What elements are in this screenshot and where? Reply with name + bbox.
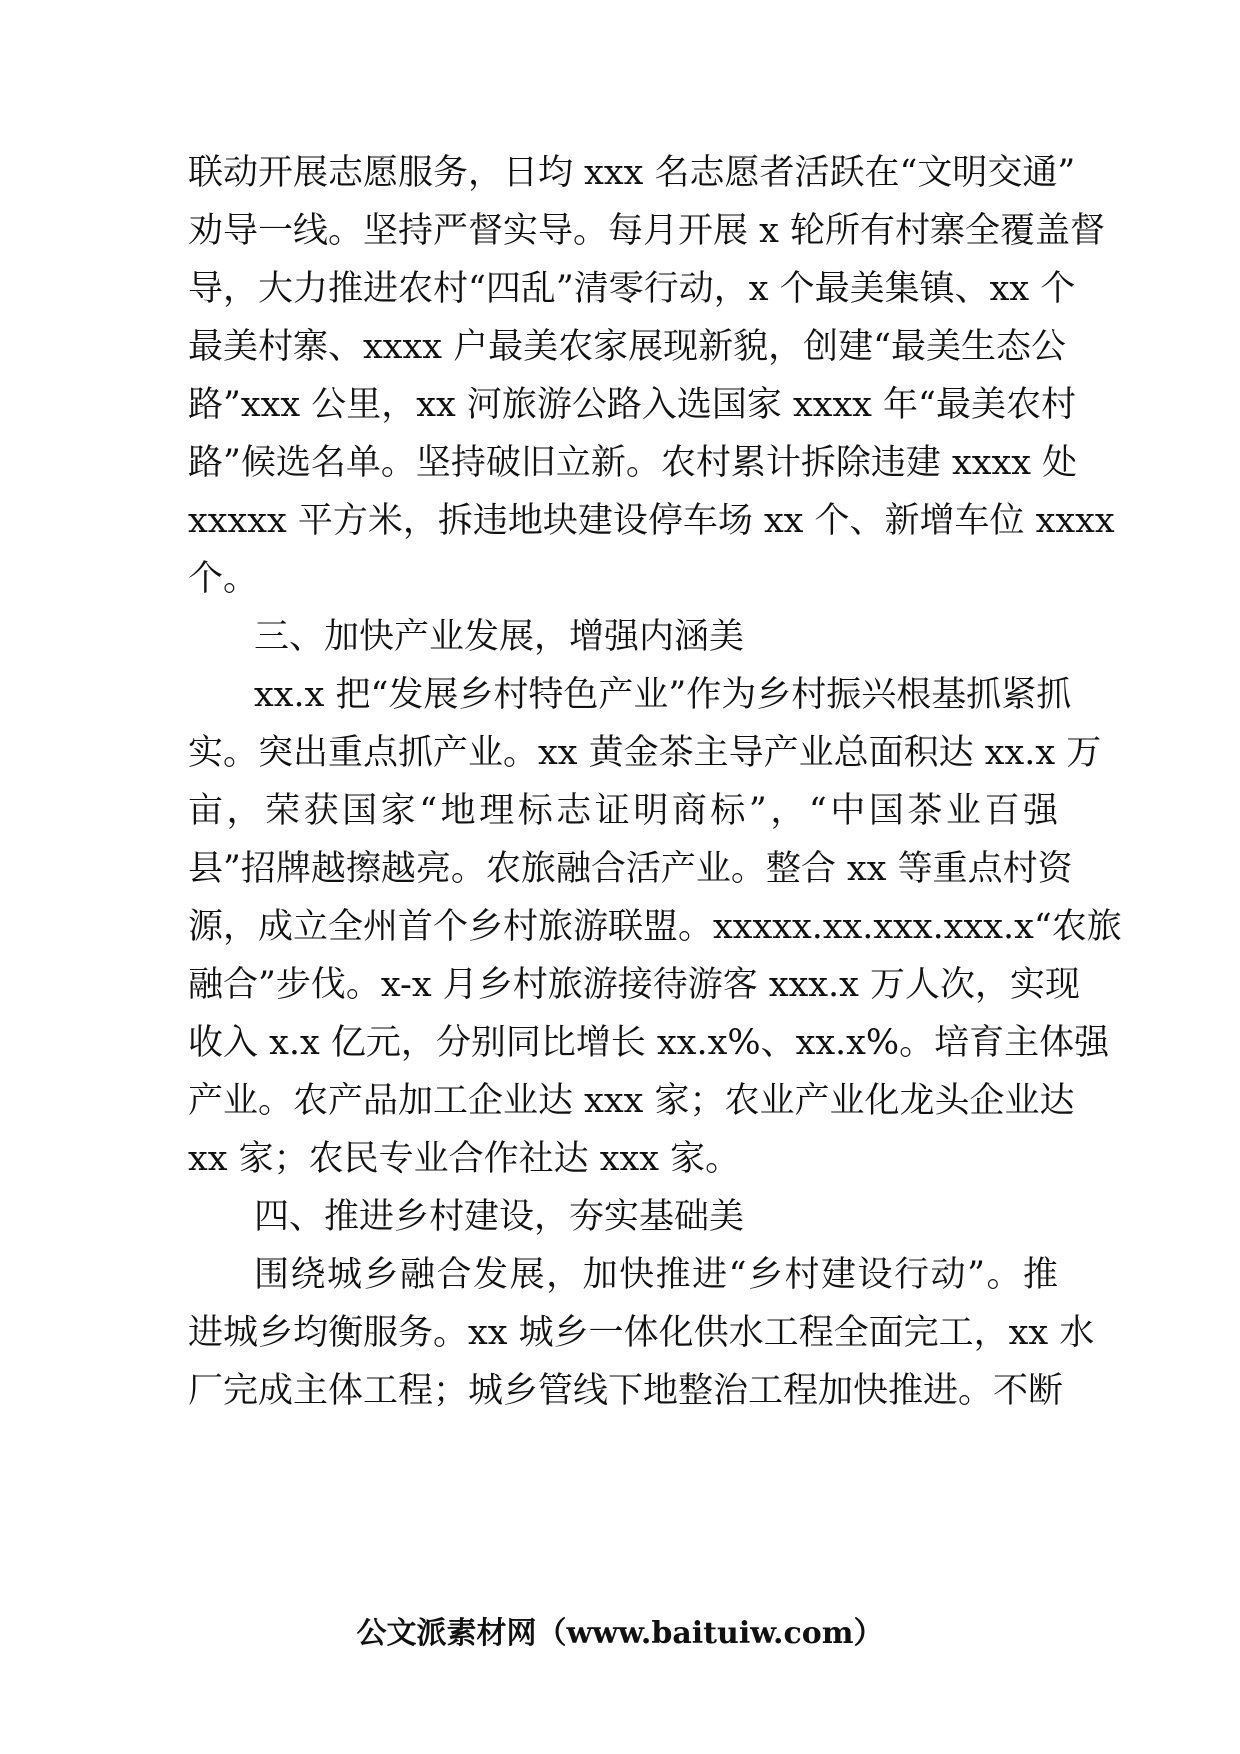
body-text-line: 进城乡均衡服务。xx 城乡一体化供水工程全面完工，xx 水 [188, 1313, 1095, 1353]
body-text-line: 导，大力推进农村“四乱”清零行动，x 个最美集镇、xx 个 [188, 269, 1076, 309]
body-text-line: 路”候选名单。坚持破旧立新。农村累计拆除违建 xxxx 处 [188, 443, 1078, 483]
body-text-line: 厂完成主体工程；城乡管线下地整治工程加快推进。不断 [188, 1371, 1064, 1411]
body-text-line: 个。 [188, 559, 259, 599]
body-text-line: xx 家；农民专业合作社达 xxx 家。 [188, 1139, 741, 1179]
body-text-line: 劝导一线。坚持严督实导。每月开展 x 轮所有村寨全覆盖督 [188, 211, 1105, 251]
body-text-line: 最美村寨、xxxx 户最美农家展现新貌，创建“最美生态公 [188, 327, 1066, 367]
body-text-line: 产业。农产品加工企业达 xxx 家；农业产业化龙头企业达 [188, 1081, 1075, 1121]
body-text-line: 围绕城乡融合发展，加快推进“乡村建设行动”。推 [254, 1255, 1058, 1295]
section-heading: 三、加快产业发展，增强内涵美 [254, 617, 745, 657]
body-text-line: 源，成立全州首个乡村旅游联盟。xxxxx.xx.xxx.xxx.x“农旅 [188, 907, 1122, 947]
body-text-line: 联动开展志愿服务，日均 xxx 名志愿者活跃在“文明交通” [188, 153, 1076, 193]
body-text-line: 亩，荣获国家“地理标志证明商标”，“中国茶业百强 [188, 791, 1058, 831]
footer-source-link[interactable]: 公文派素材网（www.baituiw.com） [356, 1616, 884, 1651]
body-text-line: 融合”步伐。x-x 月乡村旅游接待游客 xxx.x 万人次，实现 [188, 965, 1081, 1005]
body-text-line: 县”招牌越擦越亮。农旅融合活产业。整合 xx 等重点村资 [188, 849, 1073, 889]
body-text-line: 收入 x.x 亿元，分别同比增长 xx.x%、xx.x%。培育主体强 [188, 1023, 1110, 1063]
body-text-line: 实。突出重点抓产业。xx 黄金茶主导产业总面积达 xx.x 万 [188, 733, 1102, 773]
section-heading: 四、推进乡村建设，夯实基础美 [254, 1197, 745, 1237]
body-text-line: 路”xxx 公里，xx 河旅游公路入选国家 xxxx 年“最美农村 [188, 385, 1076, 425]
body-text-line: xx.x 把“发展乡村特色产业”作为乡村振兴根基抓紧抓 [254, 675, 1072, 715]
body-text-line: xxxxx 平方米，拆违地块建设停车场 xx 个、新增车位 xxxx [188, 501, 1115, 541]
